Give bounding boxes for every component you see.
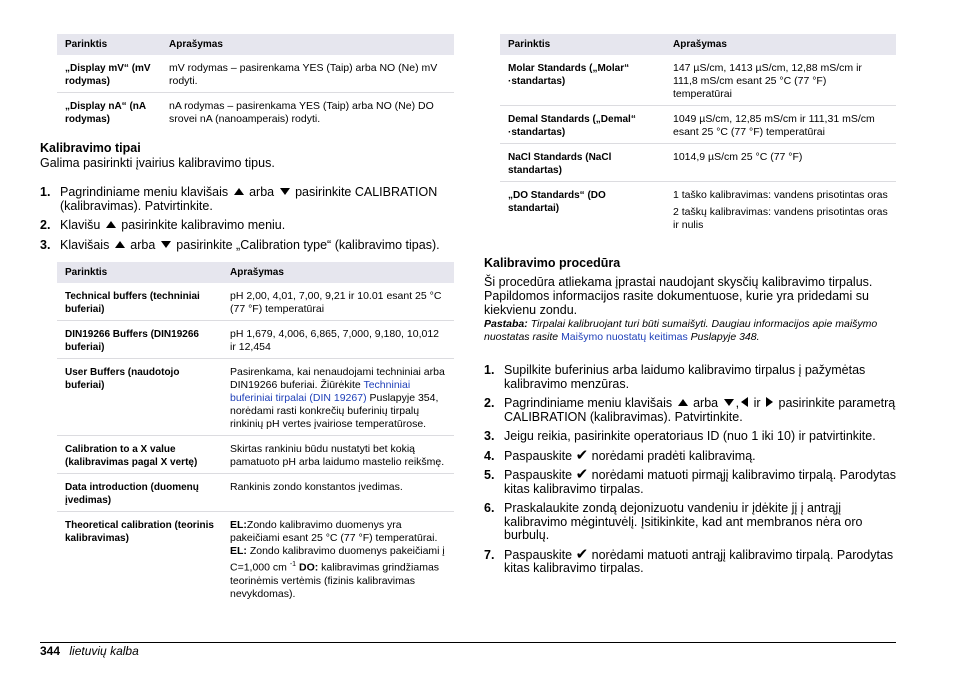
page-number: 344 bbox=[40, 644, 61, 658]
row-parameter: NaCl Standards (NaCl standartas) bbox=[500, 144, 665, 182]
procedure-note: Pastaba: Tirpalai kalibruojant turi būti sumaišyti. Daugiau informacijos apie maišymo nuostatas rasite Maišymo nuostatų keitimas Puslapyje 348. bbox=[484, 318, 878, 343]
row-parameter: „DO Standards“ (DO standartai) bbox=[508, 190, 606, 214]
options-table-calibration-types bbox=[57, 262, 454, 605]
list-item: 4. Paspauskite ✔ norėdami pradėti kalibravimą. bbox=[484, 446, 756, 464]
footer-divider bbox=[40, 642, 896, 643]
row-description: mV rodymas – pasirenkama YES (Taip) arba NO (Ne) mV rodyti. bbox=[161, 55, 454, 93]
header-description: Aprašymas bbox=[222, 262, 454, 283]
table-row bbox=[500, 144, 896, 182]
options-table-standards bbox=[500, 34, 896, 238]
row-description: pH 1,679, 4,006, 6,865, 7,000, 9,180, 10,012 ir 12,454 bbox=[222, 321, 454, 359]
right-arrow-icon bbox=[766, 397, 773, 407]
calibration-types-steps bbox=[40, 186, 455, 258]
row-parameter: DIN19266 Buffers (DIN19266 buferiai) bbox=[57, 321, 222, 359]
row-description: Skirtas rankiniu būdu nustatyti bet kokią pamatuoto pH arba laidumo mastelio reikšmę. bbox=[222, 436, 454, 474]
list-item: 6. Praskalaukite zondą dejonizuotu vandeniu ir įdėkite jį į antrąjį kalibravimo mėgintuvėlį. Įsitikinkite, kad ant membranos nėra oro burbulų. bbox=[484, 501, 863, 542]
checkmark-icon: ✔ bbox=[575, 466, 589, 483]
row-description: Rankinis zondo konstantos įvedimas. bbox=[222, 474, 454, 512]
table-row bbox=[57, 55, 454, 93]
table-row bbox=[500, 55, 896, 106]
procedure-intro: Ši procedūra atliekama įprastai naudojant skysčių kalibravimo tirpalus. Papildomos informacijos rasite dokumentuose, kurie yra pridedami su kiekvienu zondu. bbox=[484, 275, 873, 317]
row-parameter: „Display nA“ (nA rodymas) bbox=[65, 101, 146, 125]
header-parameter: Parinktis bbox=[57, 34, 161, 55]
table-row bbox=[57, 283, 454, 321]
footer-language: lietuvių kalba bbox=[69, 644, 139, 658]
left-arrow-icon bbox=[741, 397, 748, 407]
list-item: 2. Klavišu pasirinkite kalibravimo meniu. bbox=[40, 218, 286, 232]
row-description: 1049 µS/cm, 12,85 mS/cm ir 111,31 mS/cm esant 25 °C (77 °F) temperatūrai bbox=[665, 106, 896, 144]
section-heading-calibration-types: Kalibravimo tipai bbox=[40, 141, 141, 155]
table-row bbox=[57, 321, 454, 359]
up-arrow-icon bbox=[234, 188, 244, 195]
up-arrow-icon bbox=[678, 399, 688, 406]
table-row bbox=[57, 436, 454, 474]
list-item: 1. Supilkite buferinius arba laidumo kalibravimo tirpalus į pažymėtas kalibravimo menzūras. bbox=[484, 363, 866, 391]
table-row bbox=[57, 512, 454, 605]
section-intro: Galima pasirinkti įvairius kalibravimo tipus. bbox=[40, 156, 275, 170]
row-parameter: Theoretical calibration (teorinis kalibravimas) bbox=[65, 520, 214, 544]
list-item: 3. Klavišais arba pasirinkite „Calibration type“ (kalibravimo tipas). bbox=[40, 237, 440, 252]
list-item: 1. Pagrindiniame meniu klavišais arba pasirinkite CALIBRATION (kalibravimas). Patvirtinkite. bbox=[40, 185, 438, 213]
table-header-row bbox=[57, 34, 454, 55]
up-arrow-icon bbox=[106, 221, 116, 228]
section-heading-calibration-procedure: Kalibravimo procedūra bbox=[484, 256, 621, 270]
page-footer bbox=[40, 644, 139, 658]
options-table-display bbox=[57, 34, 454, 130]
row-description: Pasirenkama, kai nenaudojami techniniai arba DIN19266 buferiai. Žiūrėkite Techniniai buferiniai tirpalai (DIN 19267) Puslapyje 354, norėdami rasti konkrečių buferinių tirpalų rinkinių pH vertes įvairiose temperatūrose. bbox=[222, 359, 454, 436]
calibration-procedure-steps bbox=[484, 364, 896, 582]
cross-reference-link[interactable]: Techniniai buferiniai tirpalai (DIN 19267) bbox=[230, 379, 411, 404]
row-parameter: User Buffers (naudotojo buferiai) bbox=[57, 359, 222, 436]
row-parameter: „Display mV“ (mV rodymas) bbox=[57, 55, 161, 93]
table-row bbox=[57, 93, 454, 131]
row-parameter: Demal Standards („Demal“ ·standartas) bbox=[500, 106, 665, 144]
header-parameter: Parinktis bbox=[57, 262, 222, 283]
row-description: 147 µS/cm, 1413 µS/cm, 12,88 mS/cm ir 111,8 mS/cm esant 25 °C (77 °F) temperatūrai bbox=[665, 55, 896, 106]
cross-reference-link[interactable]: Maišymo nuostatų keitimas bbox=[561, 331, 688, 343]
table-row bbox=[500, 182, 896, 239]
checkmark-icon: ✔ bbox=[575, 446, 589, 464]
header-parameter: Parinktis bbox=[500, 34, 665, 55]
table-header-row bbox=[57, 262, 454, 283]
checkmark-icon: ✔ bbox=[575, 545, 589, 563]
table-row bbox=[500, 106, 896, 144]
up-arrow-icon bbox=[115, 241, 125, 248]
list-item: 7. Paspauskite ✔ norėdami matuoti antrąjį kalibravimo tirpalą. Parodytas kitas kalibravimo tirpalas. bbox=[484, 545, 894, 575]
table-row bbox=[57, 474, 454, 512]
row-description: nA rodymas – pasirenkama YES (Taip) arba NO (Ne) DO srovei nA (nanoamperais) rodyti. bbox=[169, 100, 434, 125]
table-row bbox=[57, 359, 454, 436]
row-description: 1014,9 µS/cm 25 °C (77 °F) bbox=[665, 144, 896, 182]
list-item: 2. Pagrindiniame meniu klavišais arba , ir pasirinkite parametrą CALIBRATION (kalibravimas). Patvirtinkite. bbox=[484, 396, 896, 424]
header-description: Aprašymas bbox=[161, 34, 454, 55]
row-description: pH 2,00, 4,01, 7,00, 9,21 ir 10.01 esant 25 °C (77 °F) temperatūrai bbox=[222, 283, 454, 321]
list-item: 5. Paspauskite ✔ norėdami matuoti pirmąjį kalibravimo tirpalą. Parodytas kitas kalibravimo tirpalas. bbox=[484, 466, 896, 496]
row-description: EL:Zondo kalibravimo duomenys yra pakeičiami esant 25 °C (77 °F) temperatūrai. EL: Zondo kalibravimo duomenys pakeičiami į C=1,000 cm $^{-1}$ DO: kalibravimas grindžiamas teorinėmis vertėmis (fizinis kalibravimas nevykdomas). bbox=[230, 519, 445, 600]
row-parameter: Molar Standards („Molar“ ·standartas) bbox=[500, 55, 665, 106]
down-arrow-icon bbox=[161, 241, 171, 248]
row-parameter: Technical buffers (techniniai buferiai) bbox=[57, 283, 222, 321]
row-parameter: Data introduction (duomenų įvedimas) bbox=[57, 474, 222, 512]
down-arrow-icon bbox=[280, 188, 290, 195]
header-description: Aprašymas bbox=[665, 34, 896, 55]
row-description: 1 taško kalibravimas: vandens prisotintas oras 2 taškų kalibravimas: vandens prisotintas oras ir nulis bbox=[673, 189, 888, 231]
table-header-row bbox=[500, 34, 896, 55]
down-arrow-icon bbox=[724, 399, 734, 406]
list-item: 3. Jeigu reikia, pasirinkite operatoriaus ID (nuo 1 iki 10) ir patvirtinkite. bbox=[484, 429, 876, 443]
row-parameter: Calibration to a X value (kalibravimas pagal X vertę) bbox=[57, 436, 222, 474]
